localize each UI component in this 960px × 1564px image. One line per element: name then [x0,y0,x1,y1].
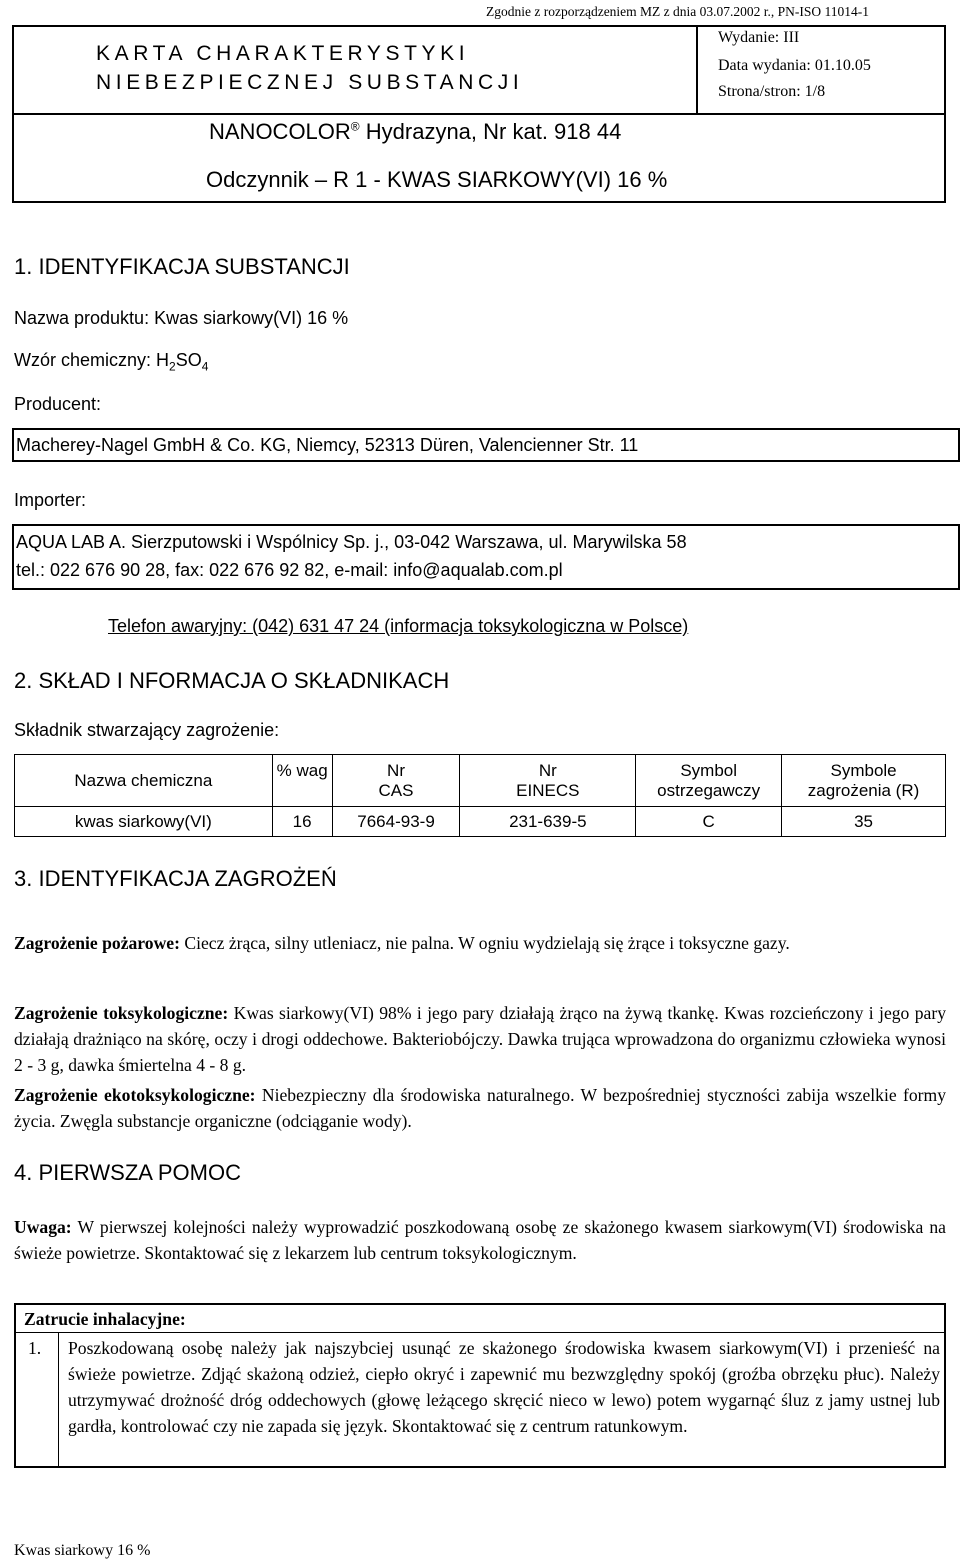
components-table [14,754,946,837]
col-chemical-name: Nazwa chemiczna [15,755,273,807]
doc-title-line1: KARTA CHARAKTERYSTYKI [96,42,470,65]
inhalation-body [14,1332,946,1468]
components-label: Składnik stwarzający zagrożenie: [14,720,280,740]
col-cas: Nr CAS [332,755,460,807]
section4-heading: 4. PIERWSZA POMOC [14,1160,241,1185]
col-symbol: Symbol ostrzegawczy [636,755,782,807]
section3-heading: 3. IDENTYFIKACJA ZAGROŻEŃ [14,866,337,891]
col-risk: Symbole zagrożenia (R) [782,755,946,807]
cell-weight: 16 [272,807,332,837]
ecotoxicological-hazard: Zagrożenie ekotoksykologiczne: Niebezpieczny dla środowiska naturalnego. W bezpośredniej styczności zabija wszelkie formy życia. Zwęgla substancje organiczne (odciąganie wody). [14,1085,946,1131]
cell-name: kwas siarkowy(VI) [15,807,273,837]
importer-line2: tel.: 022 676 90 28, fax: 022 676 92 82, e-mail: info@aqualab.com.pl [16,560,563,580]
edition: Wydanie: III [718,29,800,46]
footer-label: Kwas siarkowy 16 % [14,1542,151,1559]
section1-heading: 1. IDENTYFIKACJA SUBSTANCJI [14,254,350,279]
producer-label: Producent: [14,394,102,414]
col-weight: % wag [272,755,332,807]
toxicological-hazard: Zagrożenie toksykologiczne: Kwas siarkowy(VI) 98% i jego pary działają żrąco na żywą tkankę. Kwas rozcieńczony i jego pary działają drażniąco na skórę, oczy i drogi oddechowe. Bakteriobójczy. Dawka trująca wprowadzona do organizmu człowieka wynosi 2 - 3 g, dawka śmiertelna 4 - 8 g. [14,1003,946,1075]
regulation-note: Zgodnie z rozporządzeniem MZ z dnia 03.07.2002 r., PN-ISO 11014-1 [486,4,870,19]
producer-box [12,428,960,462]
issue-date: Data wydania: 01.10.05 [718,57,871,74]
inhalation-text: Poszkodowaną osobę należy jak najszybciej usunąć ze skażonego środowiska kwasem siarkowym(VI) i przenieść na świeże powietrze. Zdjąć skażoną odzież, ciepło okryć i zapewnić mu bezwzględny spokój (groźba obrzęku płuc). Należy utrzymywać drożność dróg oddechowych (głowę leżącego skręcić nieco w lewo) potem wygarnąć śluz z jamy ustnej lub gardła, kontrolować czy nie zapada się język. Skontaktować się z centrum ratunkowym. [68,1338,940,1436]
doc-title-line2: NIEBEZPIECZNEJ SUBSTANCJI [96,71,524,94]
inhalation-item-number: 1. [28,1338,42,1358]
cell-einecs: 231-639-5 [460,807,636,837]
importer-box [12,524,960,590]
section2-heading: 2. SKŁAD I NFORMACJA O SKŁADNIKACH [14,668,450,693]
fire-hazard: Zagrożenie pożarowe: Ciecz żrąca, silny utleniacz, nie palna. W ogniu wydzielają się żrące i toksyczne gazy. [14,933,790,953]
reagent-title: Odczynnik – R 1 - KWAS SIARKOWY(VI) 16 % [206,167,668,192]
document-header [12,25,946,203]
table-header-row [15,755,946,807]
importer-label: Importer: [14,490,87,510]
chemical-formula: Wzór chemiczny: $H_2SO_4$ [14,350,209,374]
cell-risk: 35 [782,807,946,837]
product-title: NANOCOLOR® Hydrazyna, Nr kat. 918 44 [209,119,622,144]
page-number: Strona/stron: 1/8 [718,83,826,100]
product-name: Nazwa produktu: Kwas siarkowy(VI) 16 % [14,308,349,328]
col-einecs: Nr EINECS [460,755,636,807]
producer: Macherey-Nagel GmbH & Co. KG, Niemcy, 52313 Düren, Valencienner Str. 11 [16,435,639,455]
importer-line1: AQUA LAB A. Sierzputowski i Wspólnicy Sp. j., 03-042 Warszawa, ul. Marywilska 58 [16,532,687,552]
first-aid-note: Uwaga: W pierwszej kolejności należy wyprowadzić poszkodowaną osobę ze skażonego kwasem siarkowym(VI) środowiska na świeże powietrze. Skontaktować się z lekarzem lub centrum toksykologicznym. [14,1217,946,1263]
inhalation-heading: Zatrucie inhalacyjne: [24,1309,186,1329]
table-row [15,807,946,837]
cell-cas: 7664-93-9 [332,807,460,837]
inhalation-header [14,1303,946,1333]
cell-symbol: C [636,807,782,837]
emergency-phone: Telefon awaryjny: (042) 631 47 24 (informacja toksykologiczna w Polsce) [108,616,689,636]
